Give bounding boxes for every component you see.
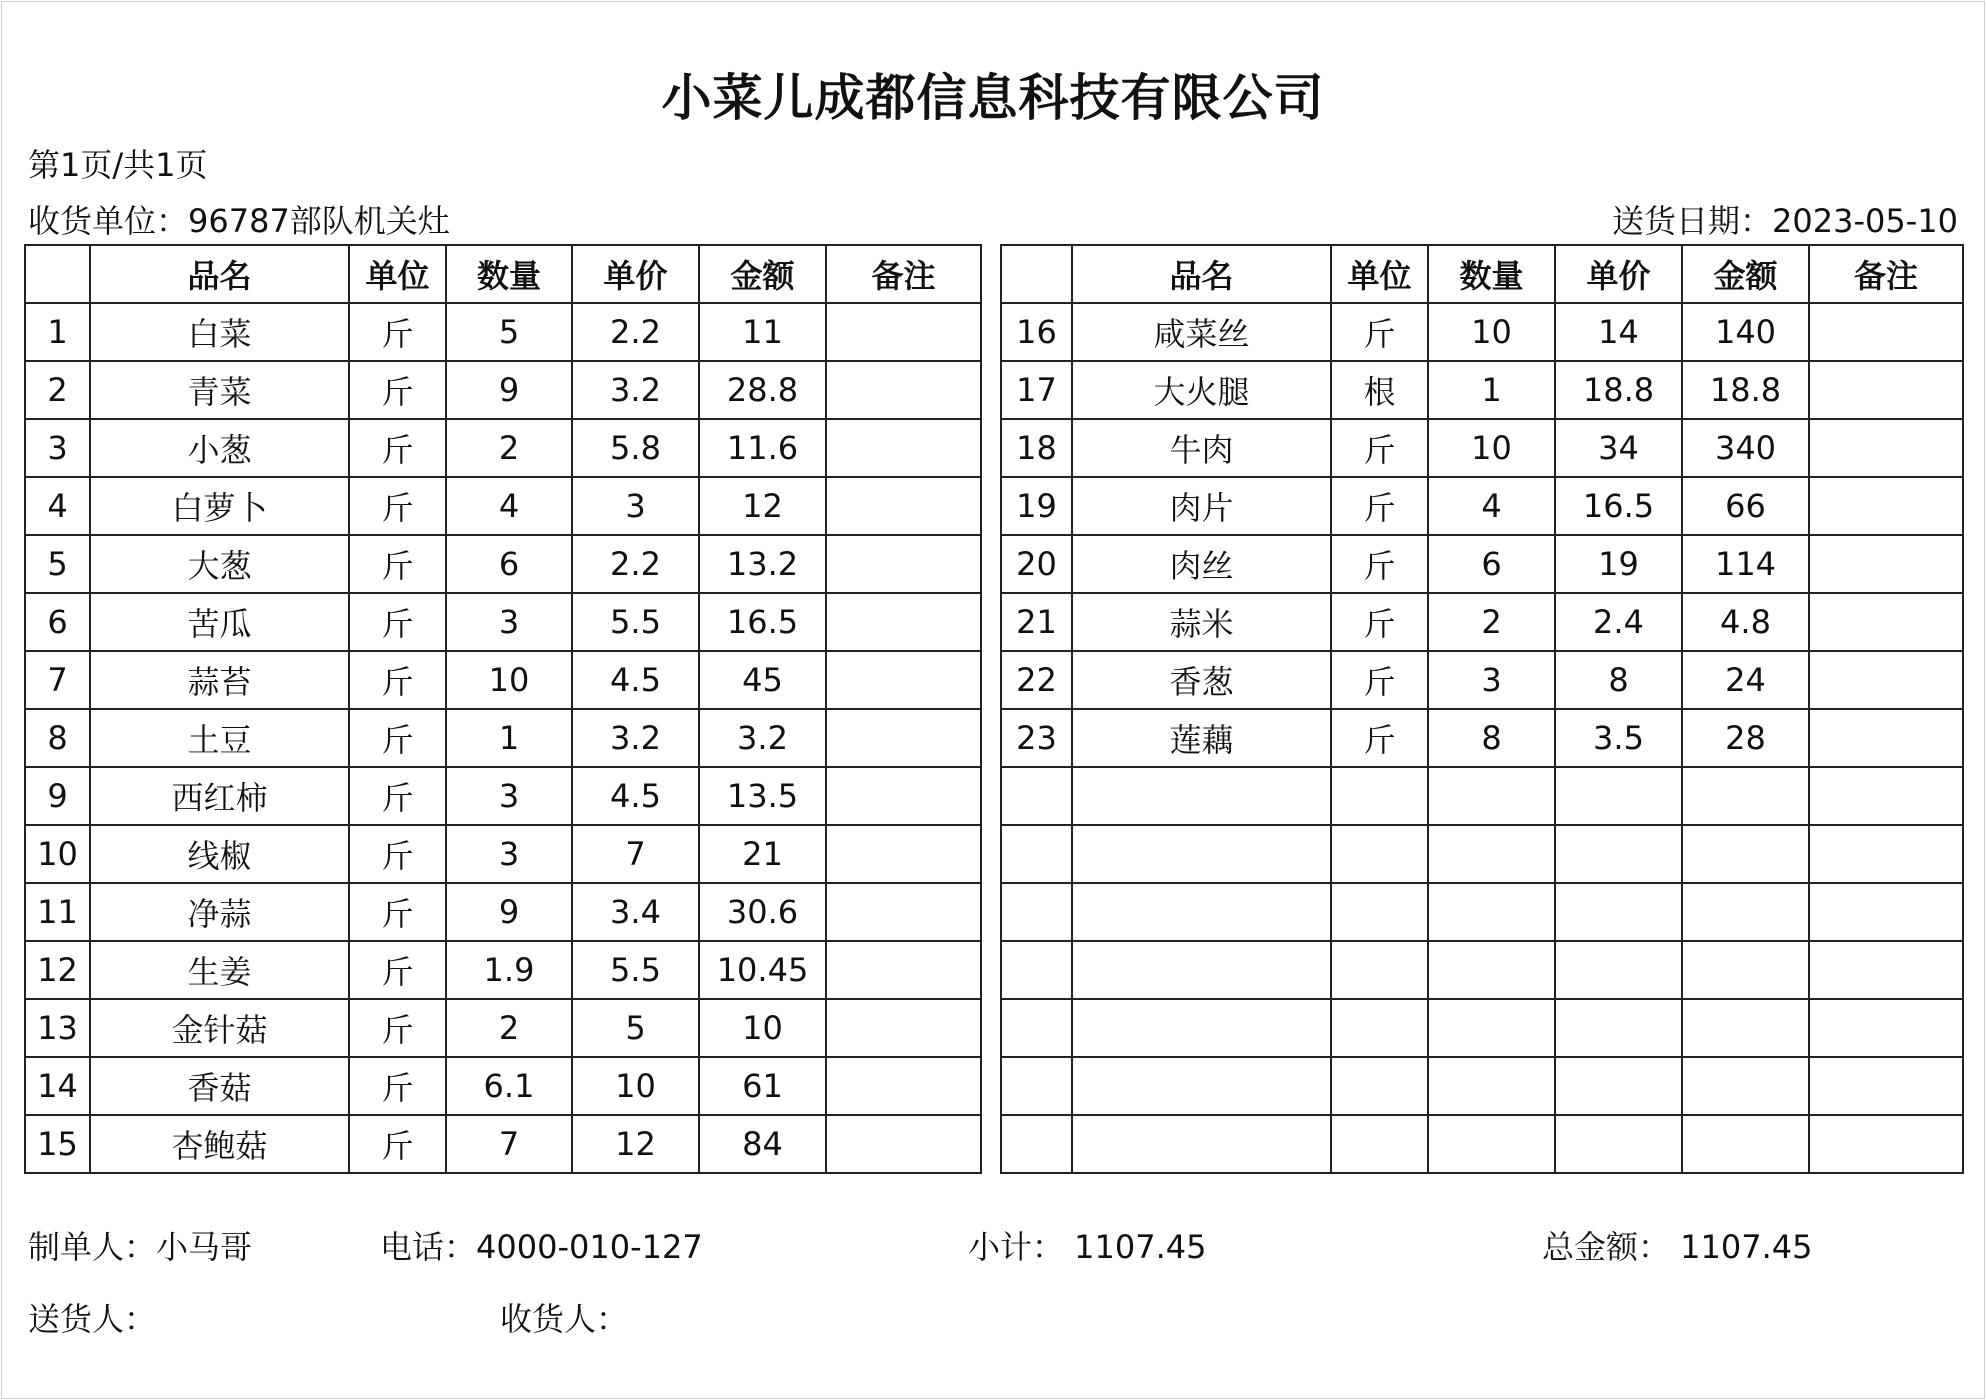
cell-quantity: 1.9 xyxy=(446,941,572,999)
cell-remarks xyxy=(1809,883,1963,941)
table-row xyxy=(1001,883,1963,941)
table-row xyxy=(25,303,981,361)
cell-unit-price: 5.5 xyxy=(572,941,699,999)
cell-amount: 10.45 xyxy=(699,941,826,999)
cell-remarks xyxy=(1809,1115,1963,1173)
table-row xyxy=(25,825,981,883)
cell-quantity xyxy=(1428,941,1555,999)
cell-remarks xyxy=(826,999,981,1057)
cell-remarks xyxy=(1809,535,1963,593)
cell-unit: 斤 xyxy=(349,883,446,941)
cell-remarks xyxy=(1809,709,1963,767)
cell-amount: 140 xyxy=(1682,303,1809,361)
cell-unit: 斤 xyxy=(349,1115,446,1173)
cell-quantity: 2 xyxy=(446,419,572,477)
cell-unit: 斤 xyxy=(1331,419,1428,477)
cell-item-name xyxy=(1072,1115,1331,1173)
cell-unit-price xyxy=(1555,883,1682,941)
cell-row-number: 20 xyxy=(1001,535,1072,593)
cell-unit-price xyxy=(1555,941,1682,999)
header-remarks: 备注 xyxy=(1809,245,1963,303)
table-row xyxy=(1001,651,1963,709)
cell-amount: 13.5 xyxy=(699,767,826,825)
cell-unit: 斤 xyxy=(1331,535,1428,593)
cell-row-number: 16 xyxy=(1001,303,1072,361)
table-row xyxy=(25,419,981,477)
delivery-date: 送货日期：2023-05-10 xyxy=(1612,202,1958,240)
header-unit: 单位 xyxy=(349,245,446,303)
cell-quantity xyxy=(1428,883,1555,941)
cell-row-number: 1 xyxy=(25,303,90,361)
table-row xyxy=(1001,361,1963,419)
cell-unit-price: 14 xyxy=(1555,303,1682,361)
cell-amount: 16.5 xyxy=(699,593,826,651)
cell-unit-price: 3.2 xyxy=(572,361,699,419)
cell-unit-price xyxy=(1555,999,1682,1057)
cell-row-number: 21 xyxy=(1001,593,1072,651)
table-row xyxy=(25,477,981,535)
table-row xyxy=(25,535,981,593)
cell-quantity: 9 xyxy=(446,883,572,941)
table-row xyxy=(25,361,981,419)
header-remarks: 备注 xyxy=(826,245,981,303)
cell-unit: 根 xyxy=(1331,361,1428,419)
cell-row-number: 15 xyxy=(25,1115,90,1173)
table-row xyxy=(25,999,981,1057)
cell-unit-price xyxy=(1555,1057,1682,1115)
cell-row-number xyxy=(1001,1115,1072,1173)
cell-unit-price: 4.5 xyxy=(572,767,699,825)
table-row xyxy=(1001,709,1963,767)
cell-quantity: 3 xyxy=(1428,651,1555,709)
cell-unit-price: 3.5 xyxy=(1555,709,1682,767)
cell-amount: 13.2 xyxy=(699,535,826,593)
header-unit: 单位 xyxy=(1331,245,1428,303)
cell-item-name xyxy=(1072,1057,1331,1115)
cell-quantity: 10 xyxy=(1428,419,1555,477)
cell-quantity xyxy=(1428,825,1555,883)
items-table-left xyxy=(24,244,982,1174)
cell-unit-price: 19 xyxy=(1555,535,1682,593)
subtotal-label: 小计： 1107.45 xyxy=(968,1228,1207,1266)
cell-row-number xyxy=(1001,767,1072,825)
cell-unit-price: 5.5 xyxy=(572,593,699,651)
company-title: 小菜儿成都信息科技有限公司 xyxy=(661,69,1325,127)
header-amount: 金额 xyxy=(1682,245,1809,303)
cell-unit-price: 3 xyxy=(572,477,699,535)
cell-unit: 斤 xyxy=(1331,593,1428,651)
cell-remarks xyxy=(1809,999,1963,1057)
table-row xyxy=(1001,767,1963,825)
cell-item-name xyxy=(1072,941,1331,999)
cell-amount: 12 xyxy=(699,477,826,535)
cell-item-name: 苦瓜 xyxy=(90,593,349,651)
cell-item-name: 大葱 xyxy=(90,535,349,593)
cell-unit xyxy=(1331,767,1428,825)
cell-amount xyxy=(1682,999,1809,1057)
cell-quantity: 8 xyxy=(1428,709,1555,767)
cell-unit-price: 12 xyxy=(572,1115,699,1173)
cell-row-number xyxy=(1001,941,1072,999)
cell-remarks xyxy=(1809,303,1963,361)
table-row xyxy=(25,651,981,709)
table-row xyxy=(1001,477,1963,535)
cell-quantity xyxy=(1428,767,1555,825)
cell-unit-price xyxy=(1555,825,1682,883)
cell-item-name: 肉丝 xyxy=(1072,535,1331,593)
cell-row-number: 13 xyxy=(25,999,90,1057)
cell-unit xyxy=(1331,941,1428,999)
cell-item-name: 肉片 xyxy=(1072,477,1331,535)
cell-remarks xyxy=(826,767,981,825)
cell-amount: 114 xyxy=(1682,535,1809,593)
cell-amount: 18.8 xyxy=(1682,361,1809,419)
cell-amount: 11.6 xyxy=(699,419,826,477)
cell-item-name: 大火腿 xyxy=(1072,361,1331,419)
table-row xyxy=(1001,303,1963,361)
cell-unit: 斤 xyxy=(1331,651,1428,709)
cell-remarks xyxy=(826,1115,981,1173)
cell-remarks xyxy=(1809,941,1963,999)
cell-remarks xyxy=(1809,651,1963,709)
cell-row-number: 22 xyxy=(1001,651,1072,709)
cell-row-number: 2 xyxy=(25,361,90,419)
cell-unit: 斤 xyxy=(349,651,446,709)
page-indicator: 第1页/共1页 xyxy=(28,146,208,184)
cell-row-number: 12 xyxy=(25,941,90,999)
cell-quantity: 3 xyxy=(446,825,572,883)
cell-amount: 28 xyxy=(1682,709,1809,767)
cell-row-number: 19 xyxy=(1001,477,1072,535)
cell-unit-price: 7 xyxy=(572,825,699,883)
cell-quantity: 7 xyxy=(446,1115,572,1173)
cell-unit: 斤 xyxy=(349,361,446,419)
cell-item-name: 蒜米 xyxy=(1072,593,1331,651)
header-item-name: 品名 xyxy=(1072,245,1331,303)
cell-amount: 11 xyxy=(699,303,826,361)
cell-quantity: 2 xyxy=(446,999,572,1057)
cell-quantity: 2 xyxy=(1428,593,1555,651)
table-row xyxy=(1001,999,1963,1057)
cell-unit xyxy=(1331,825,1428,883)
cell-remarks xyxy=(826,477,981,535)
cell-row-number: 10 xyxy=(25,825,90,883)
cell-amount: 10 xyxy=(699,999,826,1057)
table-header-row xyxy=(1001,245,1963,303)
cell-unit: 斤 xyxy=(349,709,446,767)
cell-unit-price: 10 xyxy=(572,1057,699,1115)
cell-item-name xyxy=(1072,767,1331,825)
cell-quantity: 6.1 xyxy=(446,1057,572,1115)
cell-unit xyxy=(1331,1057,1428,1115)
cell-unit: 斤 xyxy=(349,767,446,825)
cell-row-number: 8 xyxy=(25,709,90,767)
cell-row-number: 9 xyxy=(25,767,90,825)
cell-row-number: 4 xyxy=(25,477,90,535)
cell-row-number: 17 xyxy=(1001,361,1072,419)
cell-remarks xyxy=(826,535,981,593)
cell-unit xyxy=(1331,883,1428,941)
table-row xyxy=(1001,1057,1963,1115)
cell-unit-price: 3.2 xyxy=(572,709,699,767)
cell-amount: 84 xyxy=(699,1115,826,1173)
cell-amount: 340 xyxy=(1682,419,1809,477)
cell-item-name: 白菜 xyxy=(90,303,349,361)
cell-amount: 21 xyxy=(699,825,826,883)
header-row-number xyxy=(1001,245,1072,303)
cell-amount xyxy=(1682,1115,1809,1173)
table-row xyxy=(25,593,981,651)
receiver-unit: 收货单位：96787部队机关灶 xyxy=(28,202,450,240)
cell-item-name: 西红柿 xyxy=(90,767,349,825)
cell-item-name: 香葱 xyxy=(1072,651,1331,709)
table-row xyxy=(25,883,981,941)
table-row xyxy=(25,941,981,999)
cell-amount xyxy=(1682,1057,1809,1115)
cell-remarks xyxy=(826,709,981,767)
deliverer-label: 送货人： xyxy=(28,1300,157,1338)
cell-quantity xyxy=(1428,999,1555,1057)
total-amount-label: 总金额： 1107.45 xyxy=(1542,1228,1813,1266)
cell-item-name: 小葱 xyxy=(90,419,349,477)
cell-amount: 28.8 xyxy=(699,361,826,419)
cell-quantity: 3 xyxy=(446,767,572,825)
cell-remarks xyxy=(826,303,981,361)
cell-remarks xyxy=(826,883,981,941)
maker-label: 制单人：小马哥 xyxy=(28,1228,253,1266)
cell-row-number: 11 xyxy=(25,883,90,941)
table-row xyxy=(25,709,981,767)
cell-unit-price xyxy=(1555,767,1682,825)
cell-unit: 斤 xyxy=(1331,709,1428,767)
cell-unit-price: 4.5 xyxy=(572,651,699,709)
cell-amount: 3.2 xyxy=(699,709,826,767)
cell-remarks xyxy=(1809,767,1963,825)
cell-unit-price: 16.5 xyxy=(1555,477,1682,535)
cell-item-name xyxy=(1072,999,1331,1057)
header-amount: 金额 xyxy=(699,245,826,303)
cell-remarks xyxy=(1809,825,1963,883)
cell-row-number: 23 xyxy=(1001,709,1072,767)
table-row xyxy=(1001,419,1963,477)
cell-remarks xyxy=(1809,477,1963,535)
header-quantity: 数量 xyxy=(446,245,572,303)
cell-unit: 斤 xyxy=(349,941,446,999)
cell-remarks xyxy=(826,825,981,883)
table-header-row xyxy=(25,245,981,303)
cell-amount: 66 xyxy=(1682,477,1809,535)
cell-unit xyxy=(1331,1115,1428,1173)
cell-item-name xyxy=(1072,825,1331,883)
cell-row-number: 5 xyxy=(25,535,90,593)
cell-remarks xyxy=(826,651,981,709)
cell-unit-price: 5 xyxy=(572,999,699,1057)
table-row xyxy=(25,1057,981,1115)
items-table-right xyxy=(1000,244,1964,1174)
cell-unit-price: 5.8 xyxy=(572,419,699,477)
cell-amount: 45 xyxy=(699,651,826,709)
cell-quantity: 4 xyxy=(446,477,572,535)
cell-unit: 斤 xyxy=(349,419,446,477)
cell-remarks xyxy=(826,593,981,651)
cell-amount: 61 xyxy=(699,1057,826,1115)
cell-unit: 斤 xyxy=(349,999,446,1057)
cell-item-name: 蒜苔 xyxy=(90,651,349,709)
cell-remarks xyxy=(1809,419,1963,477)
cell-quantity: 1 xyxy=(1428,361,1555,419)
cell-unit-price: 18.8 xyxy=(1555,361,1682,419)
cell-item-name: 青菜 xyxy=(90,361,349,419)
cell-amount: 4.8 xyxy=(1682,593,1809,651)
cell-unit: 斤 xyxy=(1331,477,1428,535)
cell-item-name: 莲藕 xyxy=(1072,709,1331,767)
table-row xyxy=(1001,825,1963,883)
cell-item-name: 线椒 xyxy=(90,825,349,883)
table-row xyxy=(1001,593,1963,651)
cell-unit: 斤 xyxy=(349,593,446,651)
cell-row-number: 3 xyxy=(25,419,90,477)
cell-unit-price xyxy=(1555,1115,1682,1173)
cell-unit: 斤 xyxy=(349,1057,446,1115)
cell-item-name: 白萝卜 xyxy=(90,477,349,535)
cell-unit-price: 2.2 xyxy=(572,535,699,593)
cell-unit-price: 34 xyxy=(1555,419,1682,477)
cell-item-name: 杏鲍菇 xyxy=(90,1115,349,1173)
table-row xyxy=(25,767,981,825)
cell-row-number: 14 xyxy=(25,1057,90,1115)
cell-amount xyxy=(1682,767,1809,825)
cell-row-number xyxy=(1001,999,1072,1057)
cell-item-name: 牛肉 xyxy=(1072,419,1331,477)
header-unit-price: 单价 xyxy=(1555,245,1682,303)
header-unit-price: 单价 xyxy=(572,245,699,303)
cell-remarks xyxy=(1809,593,1963,651)
cell-row-number: 18 xyxy=(1001,419,1072,477)
header-row-number xyxy=(25,245,90,303)
cell-remarks xyxy=(1809,361,1963,419)
cell-row-number xyxy=(1001,1057,1072,1115)
table-row xyxy=(1001,535,1963,593)
cell-quantity xyxy=(1428,1057,1555,1115)
table-row xyxy=(1001,1115,1963,1173)
cell-unit: 斤 xyxy=(349,825,446,883)
header-item-name: 品名 xyxy=(90,245,349,303)
cell-amount xyxy=(1682,941,1809,999)
table-row xyxy=(25,1115,981,1173)
cell-unit xyxy=(1331,999,1428,1057)
cell-remarks xyxy=(1809,1057,1963,1115)
cell-remarks xyxy=(826,419,981,477)
cell-quantity: 6 xyxy=(446,535,572,593)
cell-unit: 斤 xyxy=(349,535,446,593)
cell-unit: 斤 xyxy=(1331,303,1428,361)
cell-remarks xyxy=(826,361,981,419)
cell-item-name: 咸菜丝 xyxy=(1072,303,1331,361)
cell-amount xyxy=(1682,825,1809,883)
cell-quantity: 1 xyxy=(446,709,572,767)
cell-quantity: 4 xyxy=(1428,477,1555,535)
phone-label: 电话：4000-010-127 xyxy=(380,1228,703,1266)
cell-row-number xyxy=(1001,825,1072,883)
cell-amount: 30.6 xyxy=(699,883,826,941)
cell-quantity: 3 xyxy=(446,593,572,651)
cell-item-name: 金针菇 xyxy=(90,999,349,1057)
cell-unit-price: 3.4 xyxy=(572,883,699,941)
cell-item-name: 土豆 xyxy=(90,709,349,767)
cell-remarks xyxy=(826,941,981,999)
cell-remarks xyxy=(826,1057,981,1115)
cell-quantity: 10 xyxy=(1428,303,1555,361)
cell-item-name xyxy=(1072,883,1331,941)
cell-amount: 24 xyxy=(1682,651,1809,709)
cell-row-number: 6 xyxy=(25,593,90,651)
cell-unit: 斤 xyxy=(349,303,446,361)
receiver-signature-label: 收货人： xyxy=(500,1300,629,1338)
cell-item-name: 生姜 xyxy=(90,941,349,999)
cell-quantity: 5 xyxy=(446,303,572,361)
cell-quantity xyxy=(1428,1115,1555,1173)
cell-row-number xyxy=(1001,883,1072,941)
cell-amount xyxy=(1682,883,1809,941)
cell-row-number: 7 xyxy=(25,651,90,709)
cell-unit-price: 2.4 xyxy=(1555,593,1682,651)
cell-unit-price: 2.2 xyxy=(572,303,699,361)
cell-unit: 斤 xyxy=(349,477,446,535)
cell-quantity: 9 xyxy=(446,361,572,419)
cell-item-name: 净蒜 xyxy=(90,883,349,941)
cell-unit-price: 8 xyxy=(1555,651,1682,709)
cell-quantity: 10 xyxy=(446,651,572,709)
cell-quantity: 6 xyxy=(1428,535,1555,593)
cell-item-name: 香菇 xyxy=(90,1057,349,1115)
header-quantity: 数量 xyxy=(1428,245,1555,303)
table-row xyxy=(1001,941,1963,999)
